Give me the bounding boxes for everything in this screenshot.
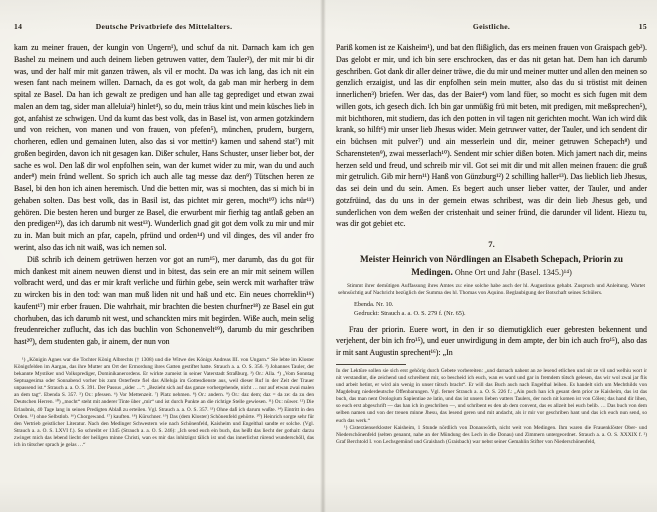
right-footnotes [336,368,647,446]
source-line: Gedruckt: Strauch a. a. O. S. 279 f. (Nr. 65). [354,310,466,318]
left-page [0,0,322,449]
footnote-block: In der Lektüre sollen sie sich erst gehörig durch Gebete vorbereiten: „und darnach nahent an ze lesend etlichen und nit ze vil und welhiu wort ir nit verstandint, die zeichend und schreibent mir, so bescheid ich euch, wan es ward und gar in fremdem tütsch gelesen, das wir wol zwai jar flis und arbeit hetint, er wird ain wenig in unser tütsch bracht“. Er will das Buch auch nach Engelthal leihen. Es handelt sich um Mechthilds von Magdeburg niederdeutsche Offenbarungen. Vgl. ferner Strauch a. a. O. S. 226 f.: „Ain puch han ich gesant dem prior ze Kaisheim, das ist das buch, das man nent Orologium Sapientiae ze latin, und das ist unsers lieben vatters Taulers, der noch nit komen ist von Cölen; das hand dir lihen, so euch erst abgeschrift — das han ich in geschriben —, und schribent es den ab dem convent, das es allzeit bei euch belib. … Das buch von dem selben namen und von der treuen minne Jhesu, das lesend geren und mit andacht, als ir mir vor geschriben hant und das ich euch nun send, so euch das werk.“ [336,367,647,424]
footnote-block: ¹) „Königin Agnes war die Tochter König Albrechts († 1308) und die Witwe des Königs Andreas III. von Ungarn.“ Sie lebte im Kloster Königsfelden im Aargau, das ihre Mutter am Ort der Ermordung ihres Gatten gestiftet hatte. Strauch a. a. O. S. 356. ²) Johannes Tauler, der bekannte Mystiker und Volksprediger, Dominikanerordens. Er wirkte zumeist in seiner Vaterstadt Straßburg. ³) Or.: Alla. ⁴) „Vom Sonntag Septuagesima oder Sonnabend vorher bis zum Osterfeste fiel das Alleluja im Gottesdienste aus, weil dieser Ruf in der Zeit der Trauer unpassend ist.“ Strauch a. a. O. S. 391. Der Passus „sider …“: „Bezieht sich auf das ganze vorhergehende, nicht … nur auf etwan zwai malen an dem tag“. Ebenda S. 357. ⁵) Or.: pfessen. ⁶) Vor Mettenzeit. ⁷) Platz nehmen. ⁸) Or.: andern. ⁹) Or.: daz dem; daz = da ze: da zu den Deutschen Herren. ¹⁰) „mocht“ steht mit anderer Tinte über „mir“ und ist durch Punkte an die richtige Stelle gewiesen. ¹¹) Or.: nüwer. ¹²) Die Erlaubnis, 40 Tage lang in seinen Predigten Ablaß zu erteilen. Vgl. Strauch a. a. O. S. 357. ¹³) Ohne daß ich darum wußte. ¹⁴) Eintritt in den Orden. ¹⁵) ohne Selbstlob. ¹⁶) Chorgewand. ¹⁷) kauften. ¹⁸) Kürschner. ¹⁹) Das (dem Kloster) Schönenfeld gehörte. ²⁰) Heinrich sorgte sehr für den Vertrieb geistlicher Literatur. Nach den Medinger Schwestern wie nach Schönenfeld, Kaisheim und Engelthal sandte er solche. (Vgl. Strauch a. a. O. S. LXVI f.). So schreibt er 1345 (Strauch a. a. O. S. 246): „Ich send euch ein buch, das heißt das liecht der gothait: darzu zwinget mich das lebend liecht der heiligen minne Christi, wan es mir das inhitzigst tälich ist und das innerlichst rürend wunderschöll, das ich in tütscher sprach je gelas …“ [14,356,314,449]
right-body-text [336,42,647,230]
letter-title-bold: Meister Heinrich von Nördlingen an Elsabeth Schepach, Priorin zu Medingen. [360,254,623,277]
letter-title-rest: Ohne Ort und Jahr (Basel. 1345.)¹⁴) [452,267,572,277]
body-paragraph: Diß schrib ich deinem getrüwen herzen vor got an rum¹⁵), mer darumb, das du got für mich dankest mit ainem neuwen dienst und in bitest, das sein ere an mir mit seinem willen volbracht werd, und das er mir kraft verliche und fürhin gebe, sein werck mit warhafter träw zu wircken bis in den tod: wan man muß liden nit und haß und etc. Ein neues chorreklin¹⁶) kaufent¹⁷) mir erber frauen. Die wahrhait, mir brachten die besten churfner¹⁸) ze Basel ein gut chorhuben, das ich darumb nit west, und schanckten mirs mit begirden. Wiße auch, mein selig freudenreicher zuflucht, das ich das buchlin von Schonenvelt¹⁹), darumb du mir geschriben hast²⁰), dem studenten gab, ir ainem, der nun von [14,254,314,347]
body-paragraph: Frau der priorin. Euere wort, in den ir so diemutigklich euer gebresten bekennent und verjehent, der bin ich fro¹⁵), und euer unwirdigung in dem ampte, der bin ich auch fro¹⁵), also das ir mit sant Augustin sprechent¹⁶): „In [336,324,647,358]
letter-summary: Stimmt ihrer demütigen Auffassung ihres Amtes zu: eine solche habe auch der hl. Augustinus gehabt. Zuspruch und Anleitung. Wartet sehnsüchtig auf Nachricht bezüglich der Summa des hl. Thomas von Aquino. Beglaubigung der Botschaft seines Schülers. [338,282,645,296]
body-paragraph: kam zu meiner frauen, der kungin von Ungern¹), und schuf da nit. Darnach kam ich gen Bashel zu meinem und auch deinem lieben getruwen vatter, dem Tauler²), der mit mir bi dir was, und der half mir mit ganzen träwen, als vil er mocht. Da was ich lang, das ich nit ein wesen fant nach meinem willen. Darnach, da es got wolt, da gab man mir herberg in dem spital ze Basel. Da han ich gewalt ze predigen und han alle tag geprediget und etwan zwai malen an dem tag, sider man alleluia³) hinlet⁴), so du, mein träus kint und mein küsches lieb in got, anfahist ze schwigen. Und da kumt das best volk, das in Basel ist, von armen gotzkindern und von reichen, von manen und von frauen, von pfefen⁵), münchen, prudern, burgern, chorheren, edlen und gemainen luten, also das si vor mettin⁶) kamen und sahend stat⁷) mit großen begirden, davon ich nit gesagen kan. Dißer schuler, Hans Schuster, unser lieber bot, der sache es wol. Den laß dir wol enpfolhen sein, wan der kumet wider zu mir, wan du und auch ander⁸) mein fründ wellent. So sprich ich auch alle tag messe daz den⁹) Tütschen heren ze Basel, bi den hon ich ainen heremisch. Und die betten mir, was si mochten, das si mich bi in gehaben solten. Das best volk, das in Basil ist, das pichtet mir geren, mocht¹⁰) ichs nür¹¹) gehören. Die besten heren und burger ze Basel, die erwurbent mir fierhig tag antlaß geben an den predigen¹²), das ich darumb nit west¹³). Wunderlich gnad git got dem volk zu mir und mir zu in. Man buit mich an pfar, capeln, pfründ und orden¹⁴) und vil dinges, des vil ander fro werint, also das ich nit waiß, was ich nemen sol. [14,43,314,253]
letter-title [340,253,643,278]
right-page-number: 15 [638,22,647,31]
footnote-block: ¹) Cisterzienserkloster Kaisheim, 1 Stunde nördlich von Donauwörth, nicht weit von Medingen. Ihm waren die Frauenklöster Ober- und Niederschönenfeld (selten genannt, nahe an der Mündung des Lech in die Donau) und Zimmern untergeordnet. Strauch a. a. O. S. XXXIX f. ²) Graf Berchtold I. von Lechsgemünd und Graisbach (Graisbach) war nebst seiner Gemahlin Stifter von Niederschönenfeld, [336,424,647,445]
running-title: Deutsche Privatbriefe des Mittelalters. [95,22,233,31]
right-body-text-2 [336,324,647,359]
right-page [326,0,657,446]
running-title: Geistliche. [472,22,511,31]
left-body-text [14,42,314,348]
body-paragraph: Pariß komen ist ze Kaisheim¹), und bat den flißiglich, das ers meinen frauen von Graispach geb²). Das gelobt er mir, und ich bin sere erschrocken, das er das nit getan hat. Dem han ich darumb geschriben. Got dank dir aller deiner träwe, die du mir und meiner mutter und allen den meinen so genzlich erzaigist, und las dir enpfolhen sein mein mutter, also das du si tröstist mit deinen innerlichen³) briefen. Wer das, das der Baier⁴) vom land füer, so mocht es sich fugen mit dem willen gots, ich gesech dich. Ich bin gar unmüßig frü mit beten, mit predigen, mit meßsprechen⁵), mit bichthoren, mit studiern, das ich den potten in vil tagen nit gerichten mocht. Wan ich wird dik krank, so hilft⁶) mir unser lieb Jhesus wider. Mein getruwer vatter, der Tauler, und ich sendent dir ein büchsen mit pulver⁷) und ain messerlein und dir, meiner getruwen Schepach⁸) und Scharensteten⁹), zwai messerlach¹⁰). Sendent mir schier dißen boten. Mich jamert nach dir, meins herzen seld und freud, und schreib mir vil. Got sei mit dir und mit allen meinen frauen: die gruß mir getrulich. Gib mir hern¹¹) Hanß von Günzburg¹²) 2 schilling haller¹³). Das lieblich lieb Jhesus, das sei dein und du sein. Amen. Es begert auch unser lieber vatter, der Tauler, und ander gotzfrüind, das du uns in der gemein etwas schribest, was dir dein lieb Jhesus geb, und sunderlichen von dem weßen der cristenhait und seiner fründ, die darunder vil lident. Hiezu tu, was dir got gebiet etc. [336,43,647,229]
left-page-header [14,22,314,31]
source-line: Ebenda. Nr. 10. [354,301,394,309]
right-page-header [336,22,647,31]
letter-number: 7. [488,239,495,250]
footnote-separator [336,364,406,365]
left-page-number: 14 [14,22,23,31]
left-footnotes [14,357,314,449]
